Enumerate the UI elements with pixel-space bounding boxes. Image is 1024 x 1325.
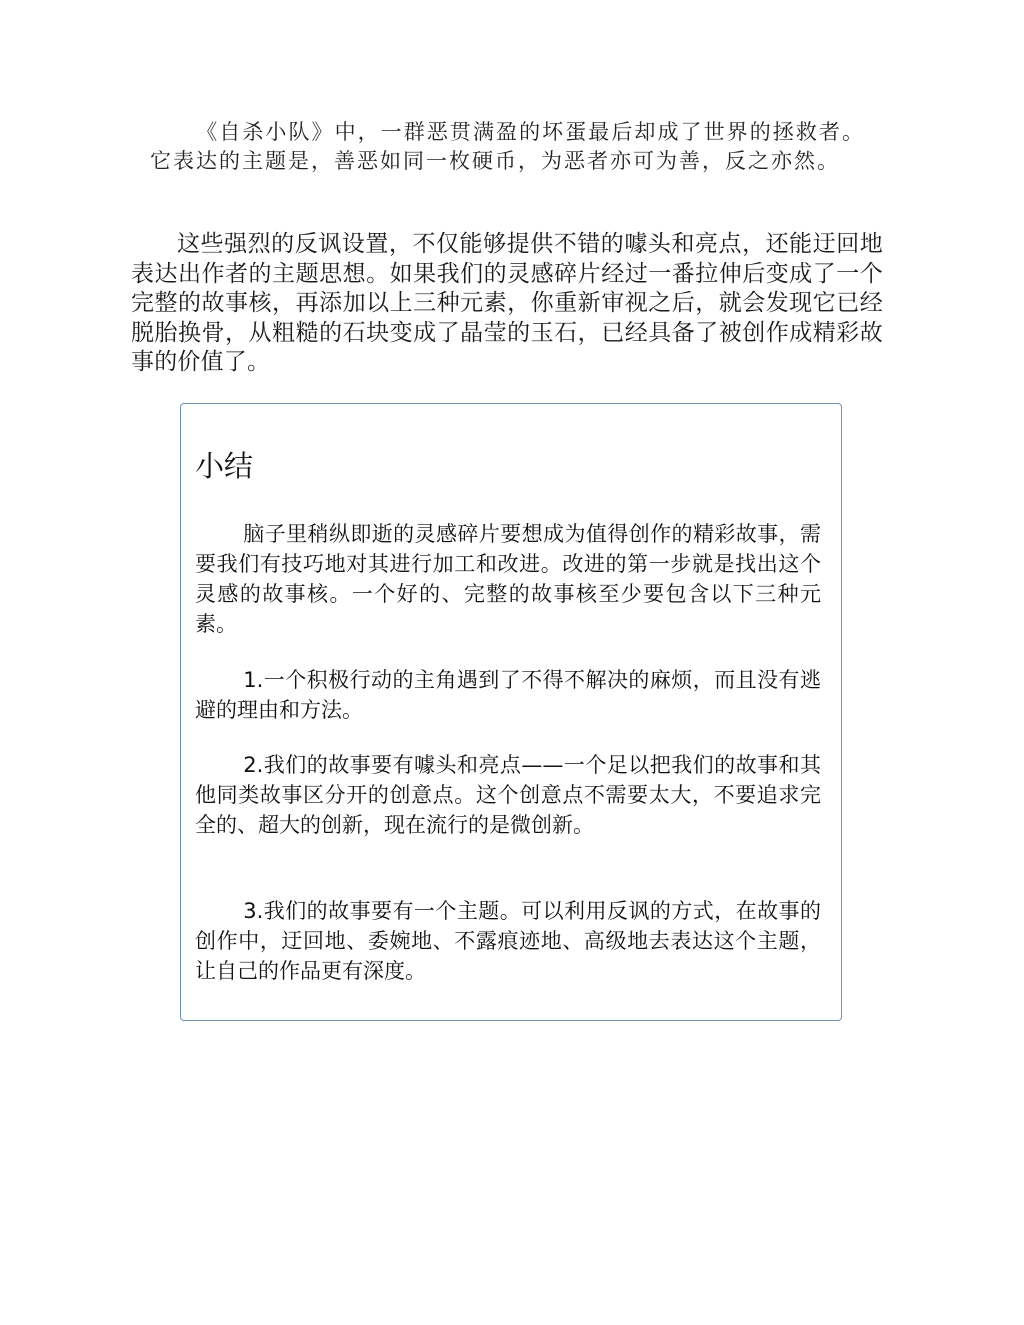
summary-point-3: 3.我们的故事要有一个主题。可以利用反讽的方式，在故事的创作中，迂回地、委婉地、不露痕迹地、高级地去表达这个主题，让自己的作品更有深度。: [195, 899, 821, 983]
summary-point-1: 1.一个积极行动的主角遇到了不得不解决的麻烦，而且没有逃避的理由和方法。: [195, 668, 821, 722]
body-paragraph: 这些强烈的反讽设置，不仅能够提供不错的噱头和亮点，还能迂回地表达出作者的主题思想。如果我们的灵感碎片经过一番拉伸后变成了一个完整的故事核，再添加以上三种元素，你重新审视之后，就会发现它已经脱胎换骨，从粗糙的石块变成了晶莹的玉石，已经具备了被创作成精彩故事的价值了。: [131, 231, 883, 375]
quote-paragraph: 《自杀小队》中，一群恶贯满盈的坏蛋最后却成了世界的拯救者。它表达的主题是，善恶如同一枚硬币，为恶者亦可为善，反之亦然。: [150, 120, 865, 173]
summary-point-2: 2.我们的故事要有噱头和亮点——一个足以把我们的故事和其他同类故事区分开的创意点。这个创意点不需要太大，不要追求完全的、超大的创新，现在流行的是微创新。: [195, 753, 821, 837]
summary-intro: 脑子里稍纵即逝的灵感碎片要想成为值得创作的精彩故事，需要我们有技巧地对其进行加工和改进。改进的第一步就是找出这个灵感的故事核。一个好的、完整的故事核至少要包含以下三种元素。: [195, 522, 821, 636]
summary-title: 小结: [195, 449, 254, 483]
summary-box: [180, 403, 842, 1021]
